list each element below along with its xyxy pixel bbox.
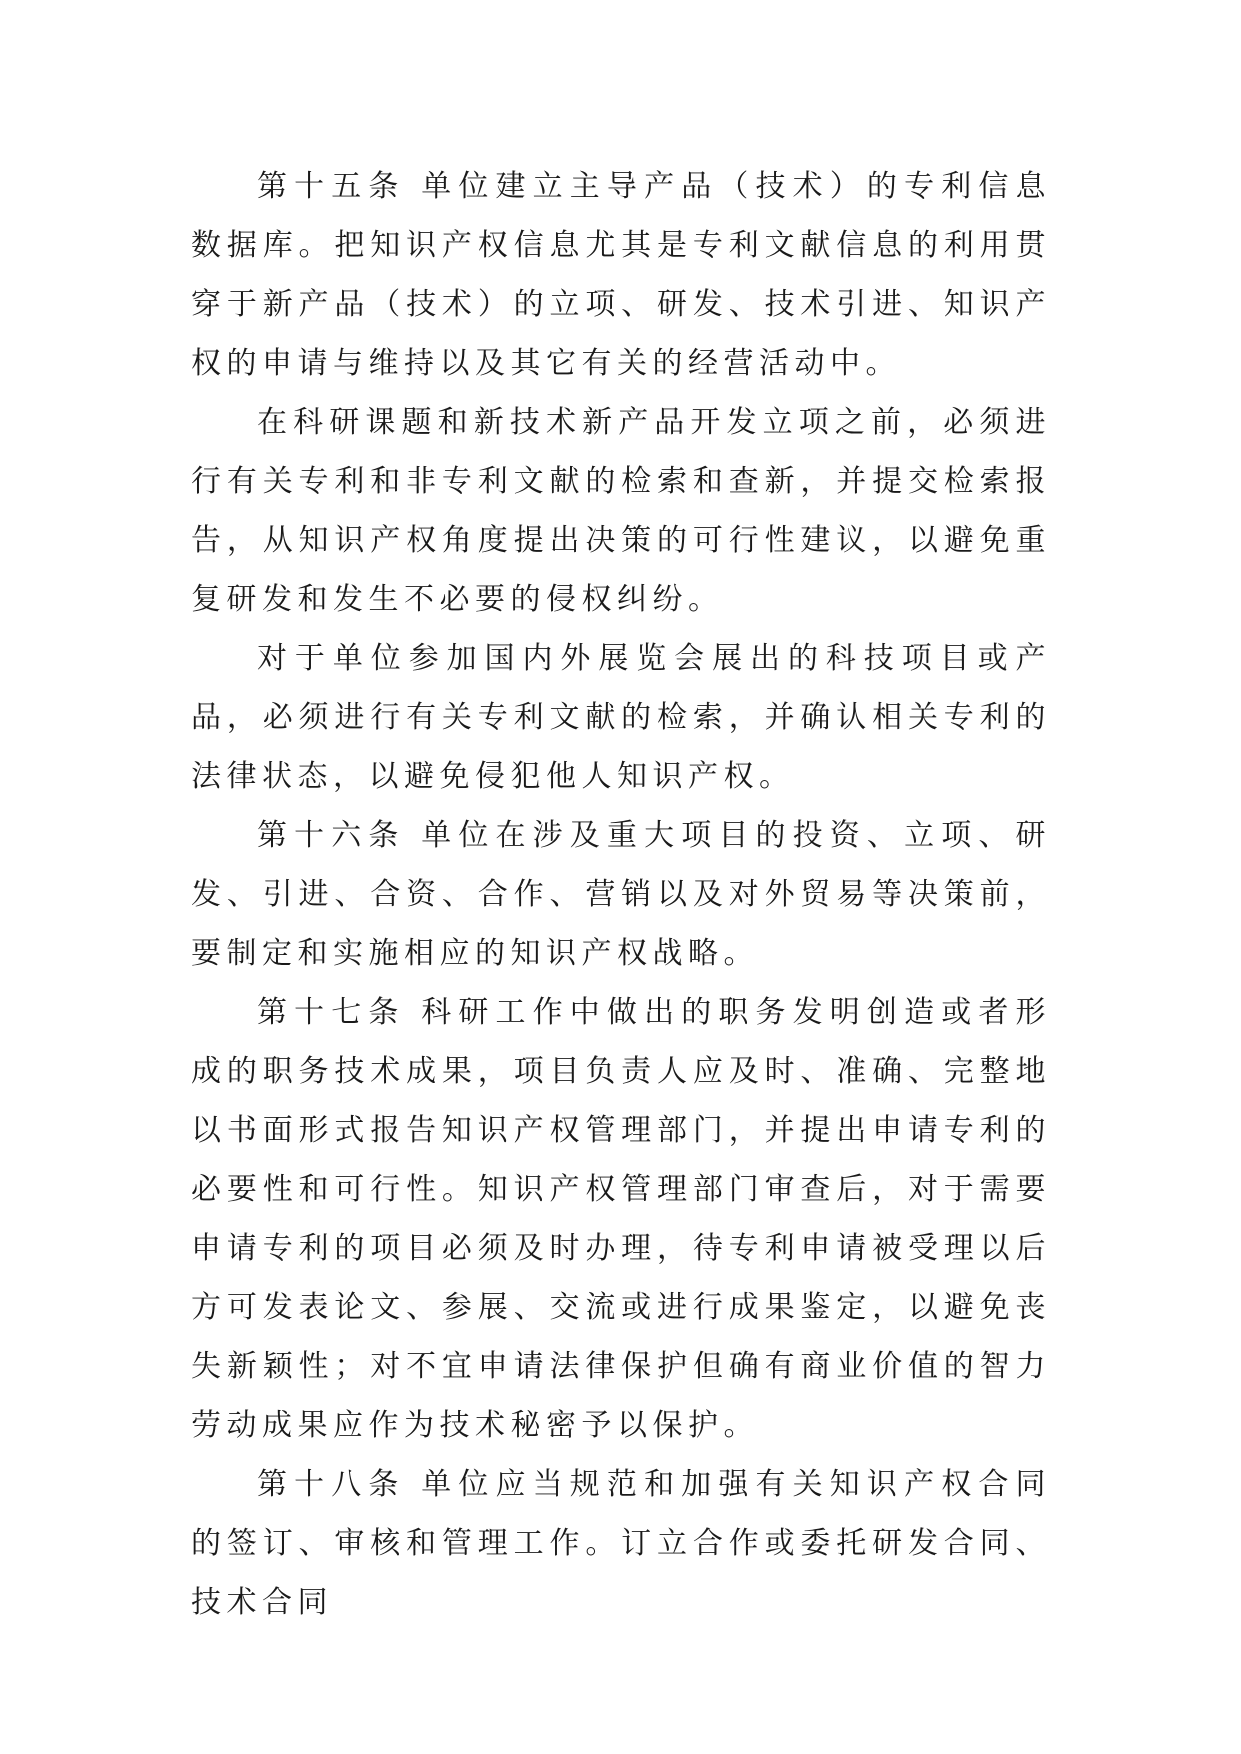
document-body	[191, 157, 1051, 1632]
paragraph-text: 在科研课题和新技术新产品开发立项之前，必须进行有关专利和非专利文献的检索和查新，并提交检索报告，从知识产权角度提出决策的可行性建议，以避免重复研发和发生不必要的侵权纠纷。	[191, 405, 1051, 617]
paragraph-article-17	[191, 983, 1051, 1455]
paragraph-article-16	[191, 806, 1051, 983]
paragraph-article-15	[191, 157, 1051, 393]
paragraph-article-18	[191, 1455, 1051, 1632]
article-number: 第十八条	[257, 1467, 406, 1502]
paragraph-text: 对于单位参加国内外展览会展出的科技项目或产品，必须进行有关专利文献的检索，并确认相关专利的法律状态，以避免侵犯他人知识产权。	[191, 641, 1051, 794]
paragraph-text: 科研工作中做出的职务发明创造或者形成的职务技术成果，项目负责人应及时、准确、完整地以书面形式报告知识产权管理部门，并提出申请专利的必要性和可行性。知识产权管理部门审查后，对于需要申请专利的项目必须及时办理，待专利申请被受理以后方可发表论文、参展、交流或进行成果鉴定，以避免丧失新颖性；对不宜申请法律保护但确有商业价值的智力劳动成果应作为技术秘密予以保护。	[191, 995, 1052, 1443]
paragraph-search-before-project	[191, 393, 1051, 629]
paragraph-text: 单位应当规范和加强有关知识产权合同的签订、审核和管理工作。订立合作或委托研发合同、技术合同	[191, 1467, 1052, 1620]
article-number: 第十七条	[257, 995, 406, 1030]
paragraph-text: 单位在涉及重大项目的投资、立项、研发、引进、合资、合作、营销以及对外贸易等决策前，要制定和实施相应的知识产权战略。	[191, 818, 1052, 971]
paragraph-text: 单位建立主导产品（技术）的专利信息数据库。把知识产权信息尤其是专利文献信息的利用贯穿于新产品（技术）的立项、研发、技术引进、知识产权的申请与维持以及其它有关的经营活动中。	[191, 169, 1052, 381]
article-number: 第十六条	[257, 818, 406, 853]
article-number: 第十五条	[257, 169, 406, 204]
paragraph-exhibition	[191, 629, 1051, 806]
